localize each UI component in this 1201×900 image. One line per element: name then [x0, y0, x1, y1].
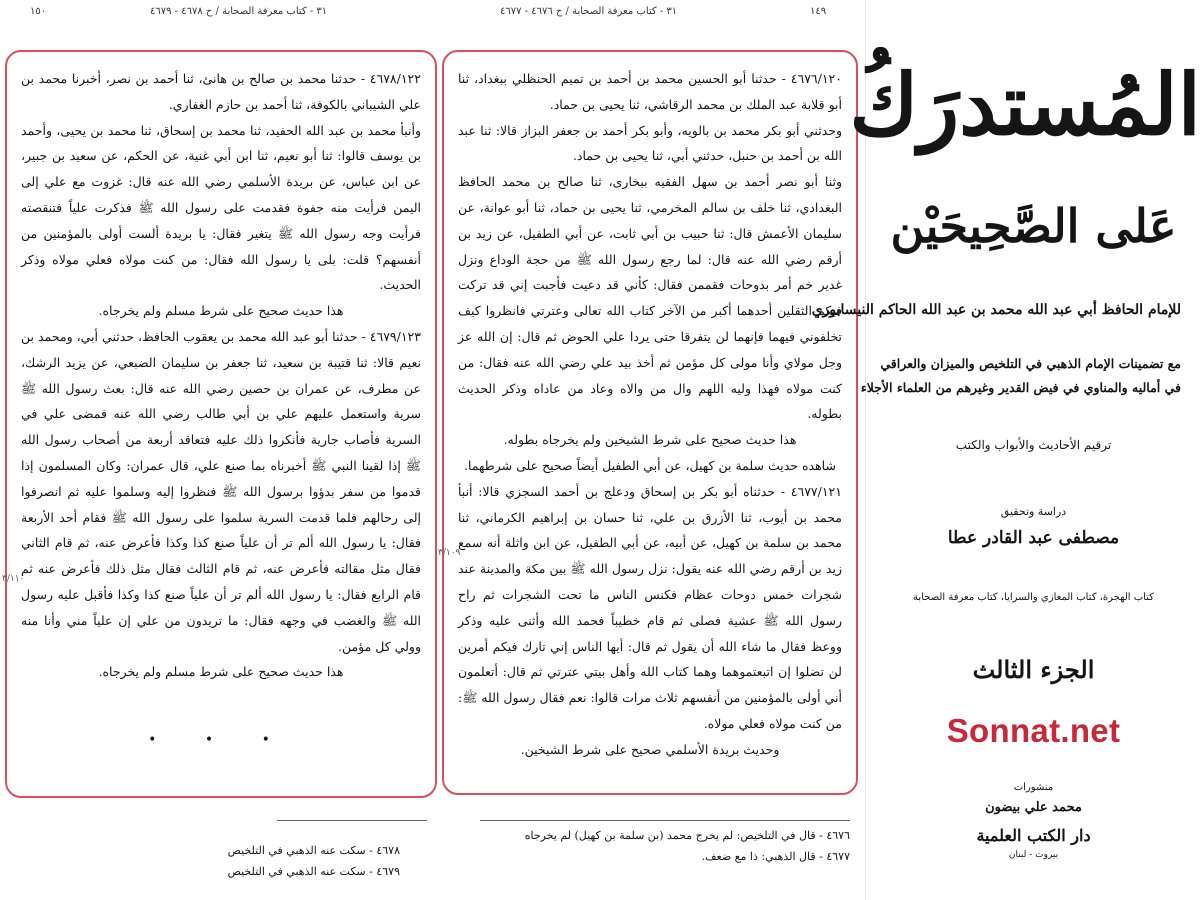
hadith-text — [21, 66, 421, 786]
hadith-paragraph: ٤٦٧٧/١٢١ - حدثناه أبو بكر بن إسحاق ودعلج بن أحمد السجزي قالا: أنبأ محمد بن أيوب، ثنا الأزرق بن علي، ثنا حسان بن إبراهيم الكرماني، ثنا محمد بن سلمة بن كهيل، عن أبيه، عن أبي الطفيل، عن ابن واثلة أنه سمع زيد بن أرقم رضي الله عنه يقول: نزل رسول الله ﷺ بين مكة والمدينة عند شجرات خمس دوحات عظام فكنس الناس ما تحت الشجرات ثم راح رسول الله ﷺ عشية فصلى ثم قام خطيباً فحمد الله وأثنى عليه وذكر ووعظ فقال ما شاء الله أن يقول ثم قال: أيها الناس إني تارك فيكم أمرين لن تضلوا إن اتبعتموهما وهما كتاب الله وأهل بيتي عترتي ثم قال: أتعلمون أني أولى بالمؤمنين من أنفسهم ثلاث مرات قالوا: نعم فقال رسول الله ﷺ: من كنت مولاه فعلي مولاه. — [458, 483, 842, 731]
left-page — [0, 0, 440, 900]
hadith-paragraph: وثنا أبو نصر أحمد بن سهل الفقيه ببخارى، ثنا صالح بن محمد الحافظ البغدادي، ثنا خلف بن سالم المخرمي، ثنا يحيى بن حماد، ثنا أبو عوانة، عن سليمان الأعمش قال: ثنا حبيب بن أبي ثابت، عن أبي الطفيل، عن زيد بن أرقم رضي الله عنه قال: لما رجع رسول الله ﷺ من حجة الوداع ونزل غدير خم أمر بدوحات فقممن فقال: كأني قد دعيت فأجبت إني قد تركت فيكم الثقلين أحدهما أكبر من الآخر كتاب الله تعالى وعترتي فانظروا كيف تخلفوني فيهما فإنهما لن يتفرقا حتى يردا علي الحوض ثم قال: إن الله عز وجل مولاي وأنا مولى كل مؤمن ثم أخذ بيد علي رضي الله عنه فقال: من كنت مولاه فهذا وليه اللهم وال من والاه وعاد من عاداه وذكر الحديث بطوله. — [458, 174, 842, 422]
brand-watermark: Sonnat.net — [946, 712, 1121, 749]
hadith-paragraph: وأنبأ محمد بن عبد الله الحفيد، ثنا محمد بن إسحاق، ثنا محمد بن يحيى، وأحمد بن يوسف قالوا: ثنا أبو نعيم، ثنا ابن أبي غنية، عن الحكم، عن سعيد بن جبير، عن ابن عباس، عن بريدة الأسلمي رضي الله عنه قال: غزوت مع علي إلى اليمن فرأيت منه جفوة فقدمت على رسول الله ﷺ فذكرت علياً فتنقصته فرأيت وجه رسول الله ﷺ يتغير فقال: يا بريدة ألست أولى بالمؤمنين من أنفسهم؟ قلت: بلى يا رسول الله فقال: من كنت مولاه فعلي مولاه وذكر الحديث. — [21, 122, 421, 293]
footnote: ٤٦٧٨ - سكت عنه الذهبي في التلخيص — [227, 844, 400, 857]
author-line: للإمام الحافظ أبي عبد الله محمد بن عبد الله الحاكم النيسابوري — [811, 302, 1181, 318]
hadith-text — [458, 66, 842, 783]
margin-reference: ٣/١٠٩ — [438, 548, 461, 558]
publisher-line: منشورات — [1013, 782, 1054, 793]
hadith-paragraph: ٤٦٧٦/١٢٠ - حدثنا أبو الحسين محمد بن أحمد بن تميم الحنظلي ببغداد، ثنا أبو قلابة عبد الملك بن محمد الرقاشي، ثنا يحيى بن حماد. — [458, 71, 842, 112]
cover-subtitle: عَلى الصَّحِيحَيْن — [890, 199, 1177, 253]
publisher-line: محمد علي بيضون — [985, 800, 1082, 815]
footnote: ٤٦٧٩ - سكت عنه الذهبي في التلخيص — [227, 865, 400, 878]
footnote: ٤٦٧٧ - قال الذهبي: ذا مع ضعف. — [701, 850, 850, 863]
margin-reference: ٣/١١٠ — [2, 574, 25, 584]
editor-name: مصطفى عبد القادر عطا — [947, 528, 1120, 548]
edited-label: دراسة وتحقيق — [1000, 505, 1067, 518]
page-number: ١٤٩ — [810, 6, 827, 17]
grading-line: وحديث بريدة الأسلمي صحيح على شرط الشيخين. — [520, 741, 780, 757]
grading-line: شاهده حديث سلمة بن كهيل، عن أبي الطفيل أيضاً صحيح على شرطهما. — [464, 457, 836, 473]
highlight-frame — [442, 50, 858, 795]
middle-page — [440, 0, 865, 900]
section-separator: • • • — [148, 732, 292, 748]
footnote-divider — [277, 820, 427, 821]
numbering-line: ترقيم الأحاديث والأبواب والكتب — [955, 438, 1112, 452]
publisher-line: دار الكتب العلمية — [976, 826, 1091, 845]
grading-line: هذا حديث صحيح على شرط مسلم ولم يخرجاه. — [98, 664, 344, 680]
volume-label: الجزء الثالث — [972, 655, 1095, 684]
running-head: ٣١ - كتاب معرفة الصحابة / ح ٤٦٧٦ - ٤٦٧٧ — [500, 6, 678, 17]
footnotes — [228, 840, 400, 882]
grading-line: هذا حديث صحيح على شرط الشيخين ولم يخرجاه بطوله. — [503, 432, 797, 448]
page-number: ١٥٠ — [30, 6, 47, 17]
footnotes — [525, 825, 850, 867]
running-head: ٣١ - كتاب معرفة الصحابة / ح ٤٦٧٨ - ٤٦٧٩ — [150, 6, 328, 17]
highlight-frame — [5, 50, 437, 798]
commentary-line: في أماليه والمناوي في فيض القدير وغيرهم من العلماء الأجلاء — [860, 380, 1181, 395]
commentary-line: مع تضمينات الإمام الذهبي في التلخيص والميزان والعراقي — [880, 356, 1181, 371]
contents-line: كتاب الهجرة، كتاب المغازي والسرايا، كتاب معرفة الصحابة — [913, 592, 1154, 603]
footnote-divider — [480, 820, 850, 821]
publisher-line: بيروت - لبنان — [1008, 850, 1059, 860]
hadith-paragraph: ٤٦٧٩/١٢٣ - حدثنا أبو عبد الله محمد بن يعقوب الحافظ، حدثني أبي، ومحمد بن نعيم قالا: ثنا قتيبة بن سعيد، ثنا جعفر بن سليمان الضبعي، عن يزيد الرشك، عن مطرف، عن عمران بن حصين رضي الله عنه قال: بعث رسول الله ﷺ سرية واستعمل عليهم علي بن أبي طالب رضي الله عنه فمضى علي في السرية فأصاب جارية فأنكروا ذلك عليه فتعاقد أربعة من أصحاب رسول الله ﷺ إذا لقينا النبي ﷺ أخبرناه بما صنع علي، قال عمران: وكان المسلمون إذا قدموا من سفر بدؤوا برسول الله ﷺ فنظروا إليه وسلموا عليه ثم انصرفوا إلى رحالهم فلما قدمت السرية سلموا على رسول الله ﷺ فقام أحد الأربعة فقال: يا رسول الله ألم تر أن علياً صنع كذا وكذا فأعرض عنه، ثم قام الثاني فقال مثل مقالته فأعرض عنه، ثم قام الثالث فقال مثل ذلك فأعرض عنه ثم قام الرابع فقال: يا رسول الله ألم تر أن علياً صنع كذا وكذا فأقبل عليه رسول الله ﷺ والغضب في وجهه فقال: ما تريدون من علي إن علياً مني وأنا منه وولي كل مؤمن. — [21, 328, 421, 654]
cover-title: المُستدرَكُ — [849, 55, 1201, 154]
hadith-paragraph: ٤٦٧٨/١٢٢ - حدثنا محمد بن صالح بن هانئ، ثنا أحمد بن نصر، أخبرنا محمد بن علي الشيباني بالكوفة، ثنا أحمد بن حازم الغفاري. — [21, 71, 421, 112]
hadith-paragraph: وحدثني أبو بكر محمد بن بالويه، وأبو بكر أحمد بن جعفر البزاز قالا: ثنا عبد الله بن أحمد بن حنبل، حدثني أبي، ثنا يحيى بن حماد. — [458, 122, 842, 164]
footnote: ٤٦٧٦ - قال في التلخيص: لم يخرج محمد (بن سلمة بن كهيل) لم يخرجاه — [524, 829, 850, 842]
grading-line: هذا حديث صحيح على شرط مسلم ولم يخرجاه. — [98, 303, 344, 319]
